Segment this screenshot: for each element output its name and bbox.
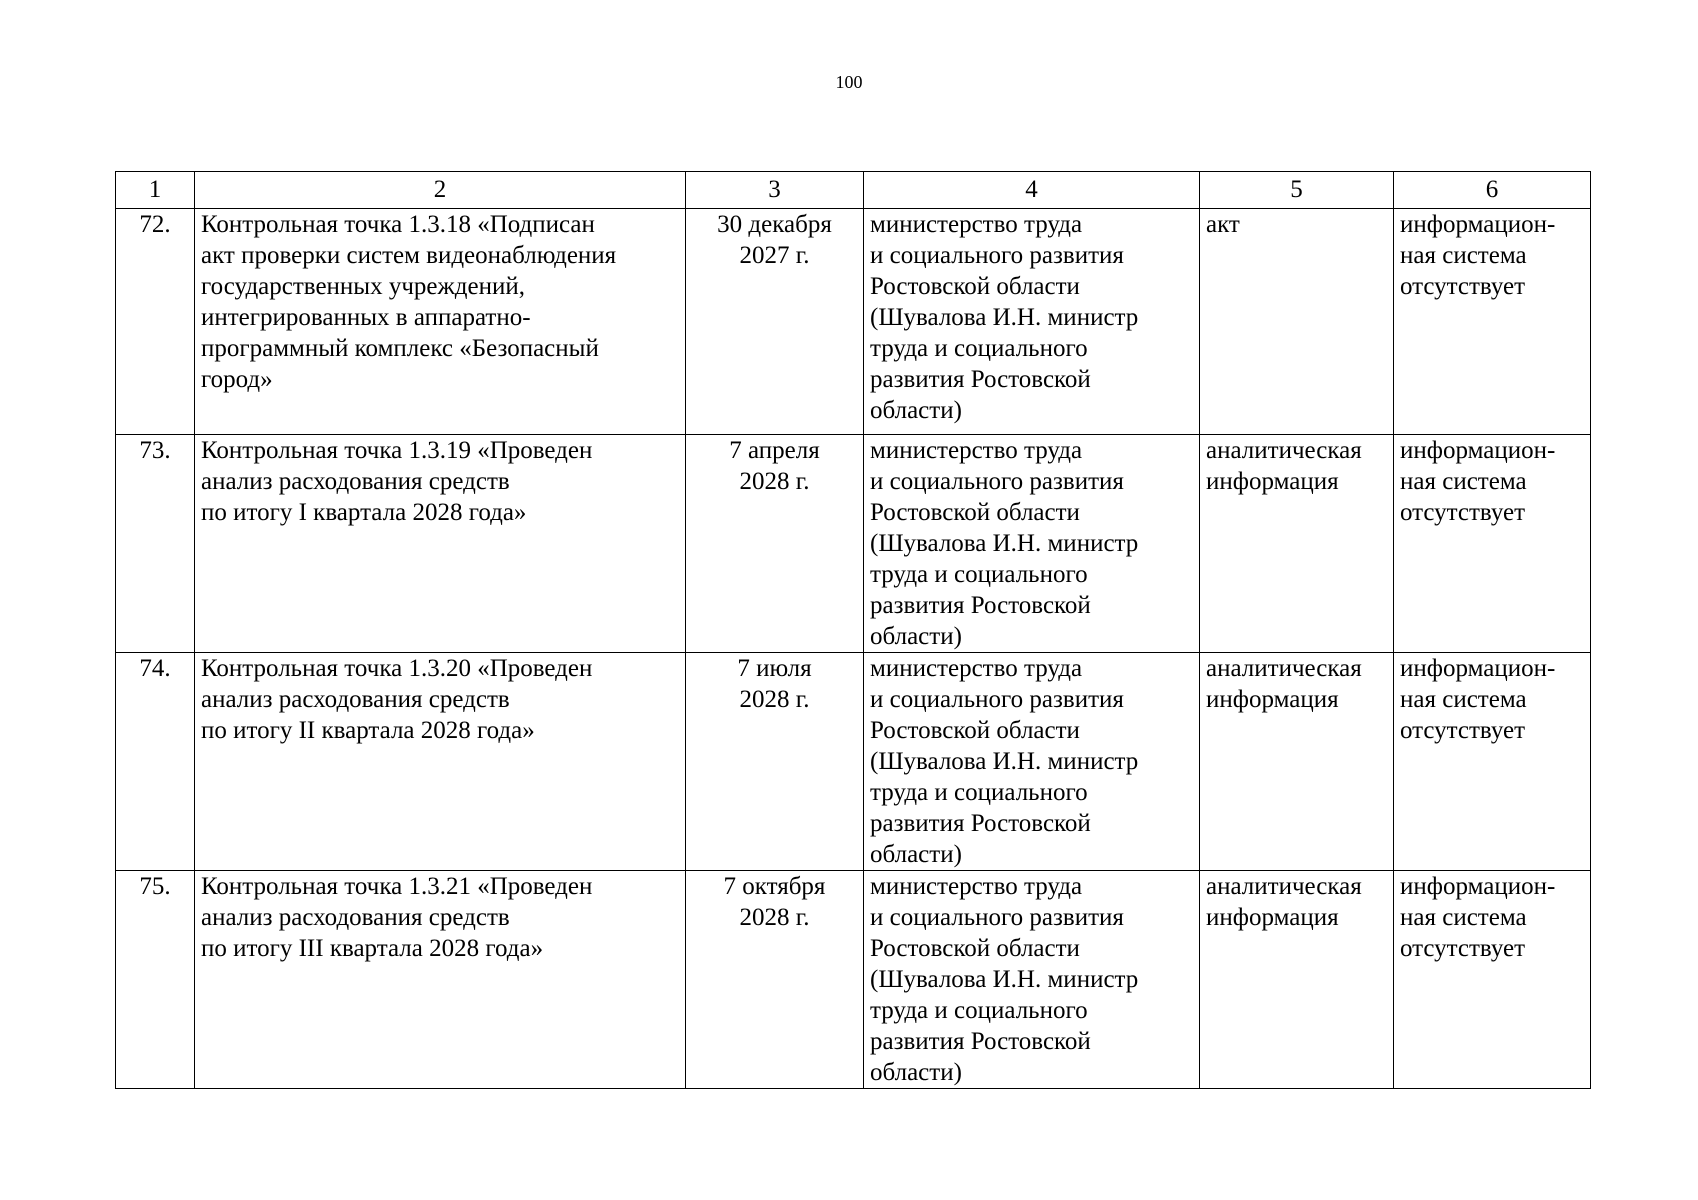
information-system: информацион- ная система отсутствует <box>1400 873 1556 962</box>
column-header-1: 1 <box>116 172 195 209</box>
table-row <box>116 871 1591 1089</box>
responsible-executor: министерство труда и социального развития Ростовской области (Шувалова И.Н. министр труда и социального развития Ростовской области) <box>870 873 1139 1086</box>
control-point-name: Контрольная точка 1.3.19 «Проведен анализ расходования средств по итогу I квартала 2028 года» <box>201 437 593 526</box>
control-points-table <box>115 171 1591 1089</box>
column-header-6: 6 <box>1394 172 1591 209</box>
column-header-5: 5 <box>1200 172 1394 209</box>
column-header-4: 4 <box>864 172 1200 209</box>
column-header-2: 2 <box>195 172 686 209</box>
page-number: 100 <box>835 72 863 92</box>
table-header-row <box>116 172 1591 209</box>
row-number: 74. <box>116 653 195 871</box>
document-type: аналитическая информация <box>1206 873 1362 931</box>
row-number: 75. <box>116 871 195 1089</box>
table-row <box>116 435 1591 653</box>
table-row <box>116 653 1591 871</box>
information-system: информацион- ная система отсутствует <box>1400 437 1556 526</box>
information-system: информацион- ная система отсутствует <box>1400 211 1556 300</box>
control-point-name: Контрольная точка 1.3.20 «Проведен анализ расходования средств по итогу II квартала 2028 года» <box>201 655 593 744</box>
control-point-name: Контрольная точка 1.3.18 «Подписан акт проверки систем видеонаблюдения государственных учреждений, интегрированных в аппаратно- программный комплекс «Безопасный город» <box>201 211 617 393</box>
due-date: 30 декабря 2027 г. <box>717 211 832 269</box>
due-date: 7 октября 2028 г. <box>723 873 826 931</box>
due-date: 7 апреля 2028 г. <box>729 437 820 495</box>
row-number: 72. <box>116 209 195 435</box>
row-number: 73. <box>116 435 195 653</box>
information-system: информацион- ная система отсутствует <box>1400 655 1556 744</box>
responsible-executor: министерство труда и социального развития Ростовской области (Шувалова И.Н. министр труда и социального развития Ростовской области) <box>870 437 1139 650</box>
responsible-executor: министерство труда и социального развития Ростовской области (Шувалова И.Н. министр труда и социального развития Ростовской области) <box>870 655 1139 868</box>
table-row <box>116 209 1591 435</box>
responsible-executor: министерство труда и социального развития Ростовской области (Шувалова И.Н. министр труда и социального развития Ростовской области) <box>870 211 1139 424</box>
due-date: 7 июля 2028 г. <box>737 655 812 713</box>
document-type: акт <box>1206 211 1240 238</box>
column-header-3: 3 <box>686 172 864 209</box>
document-type: аналитическая информация <box>1206 655 1362 713</box>
document-type: аналитическая информация <box>1206 437 1362 495</box>
control-point-name: Контрольная точка 1.3.21 «Проведен анализ расходования средств по итогу III квартала 2028 года» <box>201 873 593 962</box>
